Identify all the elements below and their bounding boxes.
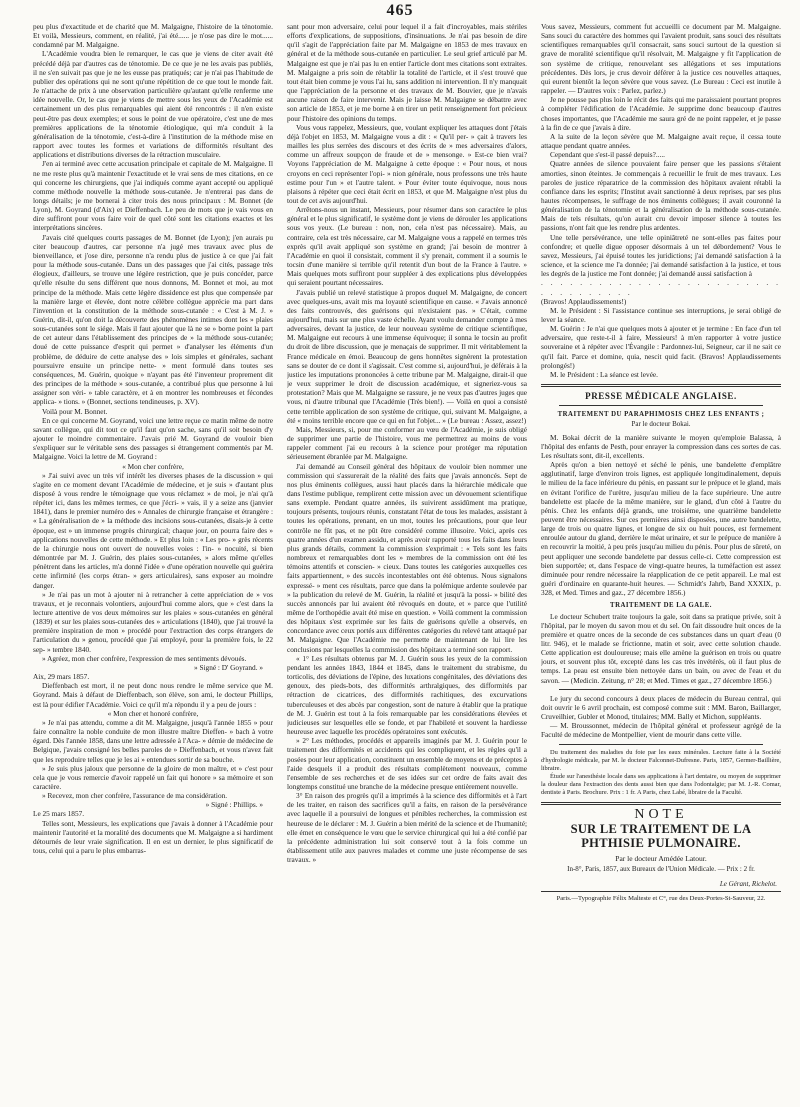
- letter-signature: » Signé : Phillips. »: [205, 800, 263, 810]
- paragraph: Vous savez, Messieurs, comment fut accueilli ce document par M. Malgaigne. Sans souci du caractère des hommes qui l'avaient produit, sans souci des résultats scientifiques remarquables qu'il consacrait, sans souci surtout de la question si grave de moralité scientifique qu'il résolvait, M. Malgaigne y fit l'application de son système de critique, renouvelant ses allégations et ses imputations précédentes. Dès lors, je crus devoir déférer à la justice ces nouvelles attaques, qui eurent bientôt la leçon sévère que vous savez. (Le Bureau : Ceci est inutile à rappeler. — D'autres voix : Parlez, parlez.): [541, 22, 781, 96]
- paragraph: Voilà pour M. Bonnet.: [42, 406, 108, 416]
- section-divider: [541, 802, 781, 805]
- letter-paragraph: » Agréez, mon cher confrère, l'expression de mes sentiments dévoués.: [42, 653, 247, 663]
- column-2: [287, 22, 527, 1092]
- note-title: SUR LE TRAITEMENT DE LA PHTHISIE PULMONAIRE.: [570, 821, 752, 850]
- article-paragraph: M. Bokai décrit de la manière suivante le moyen qu'emploie Balassa, à l'hôpital des enfants de Pesth, pour enrayer la compression dans ces sortes de cas. Les résultats sont, dit-il, excellents.: [541, 432, 781, 460]
- paragraph: Vous vous rappelez, Messieurs, que, voulant expliquer les attaques dont j'étais déjà l'objet en 1853, M. Malgaigne vous a dit : « Qu'il per- » çait à travers les mailles les plus serrées des discours et des écrits de » mes adversaires d'alors, comme un affreux soupçon de fraude et de » mensonge. » Est-ce bien vrai? Voyons l'appréciation de M. Malgaigne à cette époque : « Pour nous, et nous croyons en ceci représenter l'opi- » nion générale, nous professons une très haute estime pour l'un » et l'autre talent. » Pour éviter toute équivoque, nous nous plaisons à répéter que ceci était écrit en 1853, et que M. Malgaigne n'est plus du tout de cet avis aujourd'hui.: [287, 122, 527, 205]
- press-header: PRESSE MÉDICALE ANGLAISE.: [585, 391, 737, 402]
- note-author: Par le docteur Amédée Latour.: [615, 853, 707, 863]
- paragraph: J'ai demandé au Conseil général des hôpitaux de vouloir bien nommer une commission qui s'assurerait de la réalité des faits que j'avais annoncés. Sept de nos plus éminents collègues, aussi haut placés dans la hiérarchie médicale que dans l'estime publique, remplirent cette mission avec un dévouement scientifique sans exemple. Pendant quatre années, ils suivirent assidûment ma pratique, toujours présents, toujours réunis, constatant l'état de tous les malades, assistant à toutes les opérations, prenant, en un mot, toutes les précautions, pour que leur contrôle ne fût pas, et ne pût être considéré comme illusoire. Voici, après ces quatre années d'un examen assidu, et après avoir rapporté tous les faits dans leurs plus grands détails, comment la commission s'exprimait : « Tels sont les faits nombreux et remarquables dont les » membres de la commission ont été les témoins attentifs et conscien- » cieux. Dans toutes les catégories auxquelles ces faits appartiennent, » des succès incontestables ont été obtenus. Nous signalons expressé- » ment ces résultats, parce que dans la polémique ardente soulevée par » la publication du relevé de M. Guérin, la réalité et jusqu'à la possi- » bilité des succès annoncés par lui avaient été révoqués en doute, et » parce que l'utilité même de l'orthopédie avait été mise en question. » Voilà comment la commission des hôpitaux s'est exprimée sur les faits de guérisons qu'elle a observés, en concordance avec ceux portés aux différentes catégories du relevé tant attaqué par M. Malgaigne. Que l'Académie me permette de maintenant de lui lire les conclusions par lesquelles la commission des hôpitaux a terminé son rapport.: [287, 461, 527, 654]
- gerant-signature: Le Gérant, Richelot.: [719, 880, 777, 889]
- book-ad: Étude sur l'anesthésie locale dans ses applications à l'art dentaire, ou moyen de supprimer la douleur dans l'extraction des dents aussi bien que dans l'odontalgie; par M. J.-R. Comar, dentiste à Paris. Brochure. Prix : 1 fr. A Paris, chez Labé, libraire de la Faculté.: [541, 772, 781, 796]
- paragraph: M. Guérin : Je n'ai que quelques mots à ajouter et je termine : En face d'un tel adversaire, que reste-t-il à faire, Messieurs! à m'en rapporter à votre justice souveraine et à répéter avec l'Évangile : Pardonnez-lui, Seigneur, car il ne sait ce qu'il fait. Parce et domine, quia, nescit quid facit. (Bravos! Applaudissements prolongés!): [541, 324, 781, 370]
- paragraph: 3° En raison des progrès qu'il a imprimés à la science des difformités et à l'art de les traiter, en raison des sacrifices qu'il a faits, en raison de la persévérance avec laquelle il a poursuivi de longues et pénibles recherches, la commission est heureuse de le déclarer : M. J. Guérin a bien mérité de la science et de l'humanité; elle émet en conséquence le vœu que le service chirurgical qui lui a été confié par la précédente administration lui soit conservé tout à la fois comme un établissement utile aux pauvres malades et comme une juste récompense de ses travaux. »: [287, 791, 527, 865]
- paragraph: Je ne pousse pas plus loin le récit des faits qui me paraissaient pourtant propres à compléter l'édification de l'Académie. Je supprime donc beaucoup d'autres choses importantes, que l'Académie me saura gré de ne point rappeler, et je passe à la fin de ce que j'avais à dire.: [541, 95, 781, 132]
- paragraph: sant pour mon adversaire, celui pour lequel il a fait d'incroyables, mais stériles efforts d'explications, de suppositions, d'insinuations. Je n'ai pas besoin de dire qu'il s'agit de l'appréciation faite par M. Malgaigne en 1853 de mes travaux en général et de la méthode sous-cutanée en particulier. Le seul grief articulé par M. Malgaigne est que je n'ai pas lu en entier l'article dont mes citations sont extraites. M. Malgaigne a pris soin de rétablir la totalité de l'article, et il s'est trouvé que tout était bien comme je vous l'ai lu, sans addition ni intervention. Il n'y manquait que l'appréciation de la personne et des travaux de M. Bouvier, que je n'avais aucune raison de faire intervenir. Mais je laisse M. Malgaigne se débattre avec son article de 1853, et je me borne à en tirer un petit renseignement fort précieux pour l'histoire des opinions du temps.: [287, 22, 527, 123]
- article-paragraph: Le docteur Schubert traite toujours la gale, soit dans sa pratique privée, soit à l'hôpital, par le moyen du savon mou et du sel. On fait dissoudre huit onces de la première et quatre onces de la seconde de ces substances dans un quart d'eau (0 litr. 946), et le malade se frictionne, matin et soir, avec cette solution chaude. Cette application est douloureuse; mais elle amène la guérison en trois ou quatre jours, et souvent plus tôt, excepté dans les cas très invétérés, où il faut plus de temps. La peau est ensuite bien nettoyée dans un bain, ou avec de l'eau et du savon. — (Medicin. Zeitung, n° 28; et Med. Times et gaz., 27 décembre 1856.): [541, 611, 781, 685]
- letter-paragraph: » Je suis plus jaloux que personne de la gloire de mon maître, et » c'est pour cela que je vous remercie d'avoir rappelé un fait qui honore » sa mémoire et son caractère.: [33, 763, 273, 791]
- letter-paragraph: » J'ai suivi avec un très vif intérêt les diverses phases de la discussion » qui s'agite en ce moment devant l'Académie de médecine, et je suis » d'autant plus disposé à vous rendre le témoignage que vous réclamez » de moi, je n'ai qu'à répéter ici, dans les mêmes termes, ce que j'écri- » vais, il y a seize ans (janvier 1841), dans le premier numéro des » Annales de chirurgie française et étrangère : « La généralisation de » la méthode des incisions sous-cutanées, disais-je à cette époque, est » un immense progrès chirurgical; chaque jour, on pourra faire des » applications nouvelles de cette méthode. » Et plus loin : « Les pro- » grès récents de la chirurgie nous ont ouvert de nouvelles voies : l'in- » nocuité, si bien démontrée par M. J. Guérin, des plaies sous-cutanées, » alors même qu'elles pénètrent dans les articles, m'a donné l'idée » d'une opération nouvelle qui guérira cette infirmité (les corps étran- » gers articulaires), sans exposer au moindre danger.: [33, 470, 273, 590]
- paragraph: Telles sont, Messieurs, les explications que j'avais à donner à l'Académie pour maintenir l'autorité et la moralité des documents que M. Malgaigne a si hardiment détournés de leur vraie signification. Il en est un dernier, le plus significatif de tous, celui qui a paru le plus embarras-: [33, 818, 273, 856]
- text-columns: [33, 22, 781, 1092]
- paragraph: Mais, Messieurs, si, pour me conformer au vœu de l'Académie, je suis obligé de supprimer une partie de l'histoire, vous me permettrez au moins de vous rappeler comment j'ai eu recours à la science pour protéger ma réputation sérieusement ébranlée par M. Malgaigne.: [287, 424, 527, 462]
- paragraph: L'Académie voudra bien le remarquer, le cas que je viens de citer avait été précédé déjà par d'autres cas de ténotomie. De ce que je ne les avais pas publiés, il ne s'en suivait pas que je ne les eusse pas pratiqués; car je n'ai pas l'habitude de publier des opérations qui ne sont qu'une répétition de ce que tout le monde fait. Je n'attache de prix à une observation particulière qu'autant qu'elle renferme une idée nouvelle. Or, le cas que je viens de mettre sous les yeux de l'Académie est certainement un des plus remarquables qui aient été rencontrés : il n'en existe peut-être pas deux exemples; et sous le point de vue opératoire, c'est une de mes premières applications de la ténotomie étiologique, qui m'a conduit à la généralisation de la ténotomie, c'est-à-dire à l'institution de la méthode mise en rapport avec toutes les formes et variations de difformités résultant des applications et distributions diverses de la rétraction musculaire.: [33, 49, 273, 160]
- letter-salutation: « Mon cher confrère,: [122, 461, 184, 471]
- letter-paragraph: » Je n'ai pas attendu, comme a dit M. Malgaigne, jusqu'à l'année 1855 » pour faire connaître la noble conduite de mon illustre maître Dieffen- » bach à votre égard. Dès l'année 1858, dans une lettre adressée à l'Aca- » démie de médecine de Belgique, j'avais consigné les belles paroles de » Dieffenbach, et vous n'avez fait que les reproduire telles que je les ai » entendues sortir de sa bouche.: [33, 717, 273, 764]
- book-ad: Du traitement des maladies du foie par les eaux minérales. Lecture faite à la Société d'hydrologie médicale, par M. le docteur Falconnet-Dufresne. Paris, 1857, Germer-Baillière, libraire.: [541, 748, 781, 772]
- letter-paragraph: » Recevez, mon cher confrère, l'assurance de ma considération.: [42, 791, 228, 801]
- letter-signature: » Signé : D' Goyrand. »: [193, 662, 263, 672]
- divider: [559, 405, 763, 406]
- column-3: [541, 22, 781, 1092]
- paragraph: Arrêtons-nous un instant, Messieurs, pour résumer dans son caractère le plus général et le plus significatif, le système dont je viens de dérouler les applications sous vos yeux. (Le bureau : non, non, cela n'est pas nécessaire). Mais, au contraire, cela est très nécessaire, car M. Malgaigne vous a rappelé en termes très exprès qu'il avait appliqué son système en grand; j'ai besoin de montrer à l'Académie en quoi il consistait, comment il s'y prenait, comment il a soumis le tocsin d'une manière si terrible qu'il retentit d'un bout de la France à l'autre. » Mais quelques mots suffiront pour suppléer à des explications plus développées qui seraient pourtant nécessaires.: [287, 205, 527, 288]
- paragraph: Une telle persévérance, une telle opiniâtreté ne sont-elles pas faites pour confondre; et quelle digue opposer désormais à un tel débordement? Vous le savez, Messieurs, j'ai épuisé toutes les juridictions; j'ai demandé satisfaction à la science, et la science me l'a donnée; j'ai demandé satisfaction à la justice, et tous les degrés de la justice me l'ont donnée; j'ai demandé aussi satisfaction à: [541, 232, 781, 279]
- divider: [559, 689, 763, 690]
- letter-date: Le 25 mars 1857.: [33, 809, 85, 819]
- paragraph: peu plus d'exactitude et de charité que M. Malgaigne, l'histoire de la ténotomie. Et voilà, Messieurs, comment, en réalité, j'ai été...... je n'ose pas dire le mot...... condamné par M. Malgaigne.: [33, 22, 273, 50]
- paragraph: J'avais publié un relevé statistique à propos duquel M. Malgaigne, de concert avec quelques-uns, avait mis ma loyauté scientifique en cause. « J'avais annoncé des faits controuvés, des guérisons qui n'existaient pas. » C'était, comme aujourd'hui, mais sur une plus vaste échelle. Ayant voulu demander compte à mes adversaires, devant la justice, de leur nouveau système de critique scientifique, M. Malgaigne eut recours à une immense équivoque; il sonna le tocsin au profit du droit de libre discussion, que je menaçais de supprimer. Il mit véritablement la France médicale en émoi. Beaucoup de gens honnêtes signèrent la protestation sans se douter de ce dont il s'agissait. C'est comme si, aujourd'hui, je déférais à la justice les imputations prononcées à cette tribune par M. Malgaigne, dirait-il que je veux supprimer le droit de discussion académique, et signeriez-vous sa protestation? Mais que M. Malgaigne se rassure, je ne veux pas d'autres juges que vous, ni d'autre tribunal que l'Académie (Très bien!). — Voilà en quoi a consisté cette terrible application de son système de critique, qui, suivant M. Malgaigne, a été « moins terrible encore que ce qui en fut l'objet... » (Le bureau : Assez, assez!): [287, 287, 527, 425]
- letter-paragraph: » Je n'ai pas un mot à ajouter ni à retrancher à cette appréciation de » vos travaux, et je reconnais volontiers, aujourd'hui comme alors, que » c'est dans la lecture attentive de vos deux mémoires sur les plaies » sous-cutanées en général (1839) et sur les plaies sous-cutanées des » articulations (1840), que j'ai trouvé la première inspiration de mon » procédé pour l'extraction des corps étrangers de l'articulation du » genou, procédé que j'ai employé, pour la première fois, le 22 sep- » tembre 1840.: [33, 589, 273, 654]
- section-divider: [541, 384, 781, 387]
- letter-date: Aix, 29 mars 1857.: [33, 672, 90, 682]
- ellipsis-line: . . . . . . . . . . . . . . . . . . . . . . . . . . . . . . . . . . .: [541, 278, 781, 297]
- paragraph: M. le Président : Si l'assistance continue ses interruptions, je serai obligé de lever la séance.: [541, 305, 781, 324]
- article-title: TRAITEMENT DE LA GALE.: [610, 602, 712, 610]
- printer-imprint: Paris.—Typographie Félix Malteste et C°, rue des Deux-Portes-St-Sauveur, 22.: [556, 895, 766, 903]
- article-title: TRAITEMENT DU PARAPHIMOSIS CHEZ LES ENFANTS ;: [557, 411, 765, 419]
- note-price: In-8°, Paris, 1857, aux Bureaux de l'Union Médicale. — Prix : 2 fr.: [567, 864, 755, 873]
- page-number: 465: [386, 2, 414, 19]
- paragraph: « 1° Les résultats obtenus par M. J. Guérin sous les yeux de la commission pendant les années 1843, 1844 et 1845, dans le traitement du strabisme, du torticolis, des déviations de l'épine, des luxations congénitales, des déviations des genoux, des pieds-bots, des difformités arthralgiques, des difformités par rétraction de cicatrices, des difformités rachitiques, des excurvations tuberculeuses et des abcès par congestion, sont de nature à établir que la pratique de M. J. Guérin est tout à la fois remarquable par les considérations élevées et judicieuses sur lesquelles elle se fonde, et par l'habileté et souvent la hardiesse heureuse avec laquelle les procédés opératoires sont exécutés.: [287, 653, 527, 737]
- paragraph: A la suite de la leçon sévère que M. Malgaigne avait reçue, il cessa toute attaque pendant quatre années.: [541, 131, 781, 151]
- paragraph: Dieffenbach est mort, il ne peut donc nous rendre le même service que M. Goyrand. Mais à défaut de Dieffenbach, son élève, son ami, le docteur Phillips, est là pour édifier l'Académie. Voici ce qu'il m'a répondu il y a peu de jours :: [33, 681, 273, 709]
- paragraph: J'avais cité quelques courts passages de M. Bonnet (de Lyon); j'en aurais pu citer beaucoup d'autres, car personne n'a jugé mes travaux avec plus de bienveillance, et j'ose dire, personne n'a rendu plus de justice à ce que j'ai fait pour la méthode sous-cutanée. Dans un des passages que j'ai cités, passage très élogieux, d'ailleurs, se trouve une légère restriction, que je puis concéder, parce qu'elle résulte du sens différent que nous donnons, M. Bonnet et moi, au mot principe de la méthode. Mais cette légère dissidence est plus que compensée par la manière large et élevée, dont notre célèbre collègue apprécie ma part dans l'invention et la constitution de la méthode sous-cutanée : « C'est à M. J. » Guérin, dit-il, qu'on doit la découverte des phénomènes intimes dont les » plaies sous-cutanées sont le siége. Mais il faut ajouter que là ne se » borne point la part de cet auteur dans l'établissement des principes de » la méthode sous-cutanée; doué de cette puissance d'esprit qui permet » d'analyser les éléments d'un problème, de déduire de cette analyse des » lois simples et générales, sachant poursuivre ensuite un principe nette- » ment formulé dans toutes ses conséquences, M. Guérin, quoique » n'ayant pas été l'inventeur proprement dit des principes de la méthode » sous-cutanée, a contribué plus que personne à lui assigner son véri- » table caractère, et à en montrer les nombreuses et fécondes applica- » tions. » (Bonnet, sections tendineuses, p. XV).: [33, 232, 273, 407]
- divider: [559, 744, 763, 745]
- paragraph: J'en ai terminé avec cette accusation principale et capitale de M. Malgaigne. Il ne me reste plus qu'à maintenir l'exactitude et le vrai sens de mes citations, en ce qui concerne les chirurgiens, que j'ai indiqués comme ayant accepté ou appliqué comme méthode nouvelle la méthode sous-cutanée. Je n'entrerai pas dans de longs détails; je me bornerai à citer trois des nous principaux : M. Bonnet (de Lyon), M. Goyrand (d'Aix) et Dieffenbach. Le peu de mots que je vais vous en dire suffiront pour vous faire voir de quel côté sont les citations exactes et les interprétations sincères.: [33, 159, 273, 233]
- jury-note: Le jury du second concours à deux places de médecin du Bureau central, qui doit ouvrir le 6 avril prochain, est composé comme suit : MM. Baron, Baillarger, Cruveilhier, Gubler et Monod, titulaires; MM. Bally et Michon, suppléants.: [541, 693, 781, 722]
- paragraph: M. le Président : La séance est levée.: [550, 369, 658, 379]
- paragraph: Cependant que s'est-il passé depuis?.....: [550, 150, 665, 160]
- letter-salutation: « Mon cher et honoré confrère,: [107, 708, 199, 718]
- paragraph: En ce qui concerne M. Goyrand, voici une lettre reçue ce matin même de notre savant collègue, qui dit tout ce qu'il faut qu'on sache, sans qu'il soit besoin d'y ajouter le moindre commentaire. J'avais prié M. Goyrand de vouloir bien s'expliquer sur le véritable sens des passages si étrangement commentés par M. Malgaigne. Voici la lettre de M. Goyrand :: [33, 415, 273, 462]
- paragraph: » 2° Les méthodes, procédés et appareils imaginés par M. J. Guérin pour le traitement des difformités et accidents qui les compliquent, et les règles qu'il a posées pour leur application, constituent un ensemble de moyens et de préceptes à l'aide desquels il a produit des résultats complètement nouveaux, comme l'ensemble de ses recherches et de ses idées sur cet ordre de faits avait des longtemps constitué une branche de la médecine presque entièrement nouvelle.: [287, 736, 527, 791]
- divider: [541, 891, 781, 892]
- article-paragraph: Après qu'on a bien nettoyé et séché le pénis, une bandelette d'emplâtre agglutinatif, large d'environ trois lignes, est appliquée longitudinalement, depuis le milieu de la face inférieure du pénis, en passant sur le prépuce et le gland, mais en évitant l'orifice de l'urètre, jusqu'au milieu de la face supérieure. Une autre bandelette est placée de la même manière, sur le gland, d'un côté à l'autre du pénis. Chez les enfants déjà grands, une troisième, une quatrième bandelette peuvent être nécessaires. Sur ces premières ainsi disposées, une autre bandelette, large de trois ou quatre lignes, et longue de six ou huit pouces, est fermement enroulée autour du gland, derrière le méat urinaire, et sur le prépuce de manière à en recouvrir la moitié, à peu près jusqu'au milieu du pénis. Pour plus de sûreté, on peut appliquer une seconde bandelette par dessus celle-ci. Cette compression est bien supportée; et, dans l'espace de vingt-quatre heures, la tuméfaction est assez diminuée pour rendre nécessaire la réapplication de ce petit appareil. Le mal est guéri d'ordinaire en quarante-huit heures. — Schmidt's Jahrb, Band XXXIX, p. 328, et Med. Times and gaz., 27 décembre 1856.): [541, 460, 781, 598]
- note-heading: NOTE: [634, 806, 688, 822]
- article-byline: Par le docteur Bokai.: [631, 420, 691, 429]
- paragraph: Quatre années de silence pouvaient faire penser que les passions s'étaient amorties, sinon éteintes. Je commençais à recueillir le fruit de mes travaux. Les paroles de justice réparatrice de la commission des hôpitaux avaient rétabli la confiance dans les esprits; l'Institut avait sanctionné à deux reprises, par ses plus hautes récompenses, le suffrage de nos éminents collègues; il avait couronné la généralisation de la ténotomie et la généralisation de la méthode sous-cutanée. Mais de tels résultats, qu'on aurait cru devoir imposer silence à toutes les passions, n'ont fait que les rendre plus ardentes.: [541, 159, 781, 233]
- obituary-note: — M. Broussonnet, médecin de l'hôpital général et professeur agrégé de la Faculté de médecine de Montpellier, vient de mourir dans cette ville.: [541, 721, 781, 740]
- paragraph: (Bravos! Applaudissements!): [541, 296, 627, 306]
- column-1: [33, 22, 273, 1092]
